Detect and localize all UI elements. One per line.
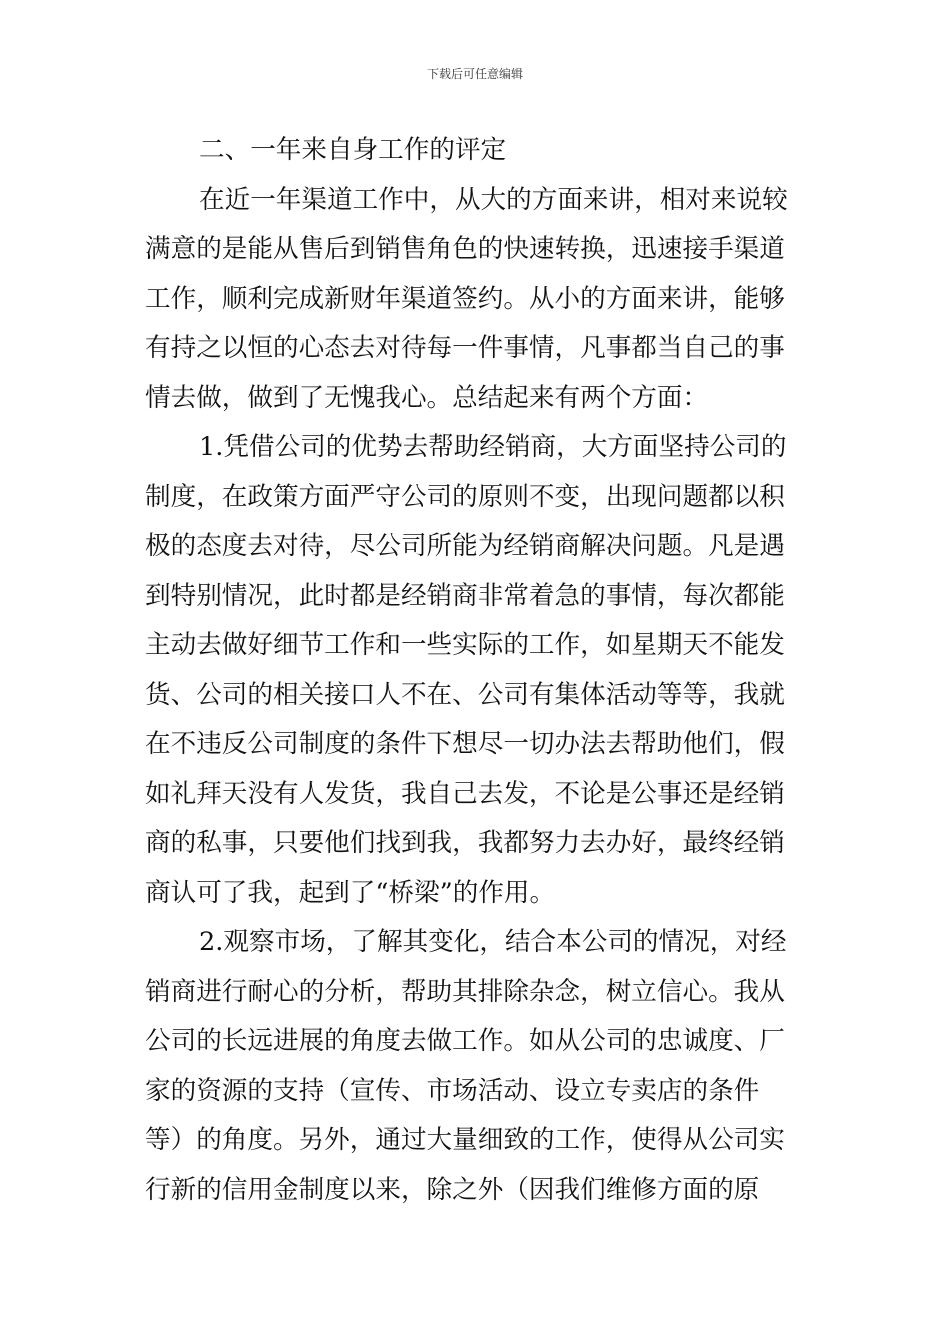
text-line: 1.凭借公司的优势去帮助经销商，大方面坚持公司的 [199, 432, 787, 462]
text-line: 到特别情况，此时都是经销商非常着急的事情，每次都能 [145, 580, 785, 611]
text-line: 2.观察市场，了解其变化，结合本公司的情况，对经 [199, 927, 787, 957]
text-line: 满意的是能从售后到销售角色的快速转换，迅速接手渠道 [145, 234, 785, 264]
document-body [145, 126, 807, 1215]
text-line: 销商进行耐心的分析，帮助其排除杂念，树立信心。我从 [145, 976, 785, 1007]
text-line: 如礼拜天没有人发货，我自己去发，不论是公事还是经销 [145, 778, 785, 809]
text-line: 公司的长远进展的角度去做工作。如从公司的忠诚度、厂 [145, 1026, 785, 1056]
text-line: 家的资源的支持（宣传、市场活动、设立专卖店的条件 [145, 1075, 760, 1106]
text-line: 行新的信用金制度以来，除之外（因我们维修方面的原 [145, 1174, 760, 1205]
text-line: 商的私事，只要他们找到我，我都努力去办好，最终经销 [145, 828, 785, 858]
text-line: 在近一年渠道工作中，从大的方面来讲，相对来说较 [199, 184, 788, 215]
text-line: 工作，顺利完成新财年渠道签约。从小的方面来讲，能够 [145, 283, 785, 314]
text-line: 极的态度去对待，尽公司所能为经销商解决问题。凡是遇 [145, 531, 785, 561]
text-line: 制度，在政策方面严守公司的原则不变，出现问题都以积 [145, 481, 785, 512]
text-line: 在不违反公司制度的条件下想尽一切办法去帮助他们，假 [145, 729, 785, 759]
text-line: 货、公司的相关接口人不在、公司有集体活动等等，我就 [145, 679, 785, 710]
text-line: 情去做，做到了无愧我心。总结起来有两个方面： [145, 382, 709, 413]
text-line: 二、一年来自身工作的评定 [199, 135, 507, 165]
text-line: 等）的角度。另外，通过大量细致的工作，使得从公司实 [145, 1125, 785, 1155]
text-line: 有持之以恒的心态去对待每一件事情，凡事都当自己的事 [145, 333, 785, 363]
text-line: 主动去做好细节工作和一些实际的工作，如星期天不能发 [145, 630, 785, 660]
text-line: 商认可了我，起到了“桥梁”的作用。 [145, 877, 556, 908]
page-header: 下载后可任意编辑 [426, 67, 523, 81]
